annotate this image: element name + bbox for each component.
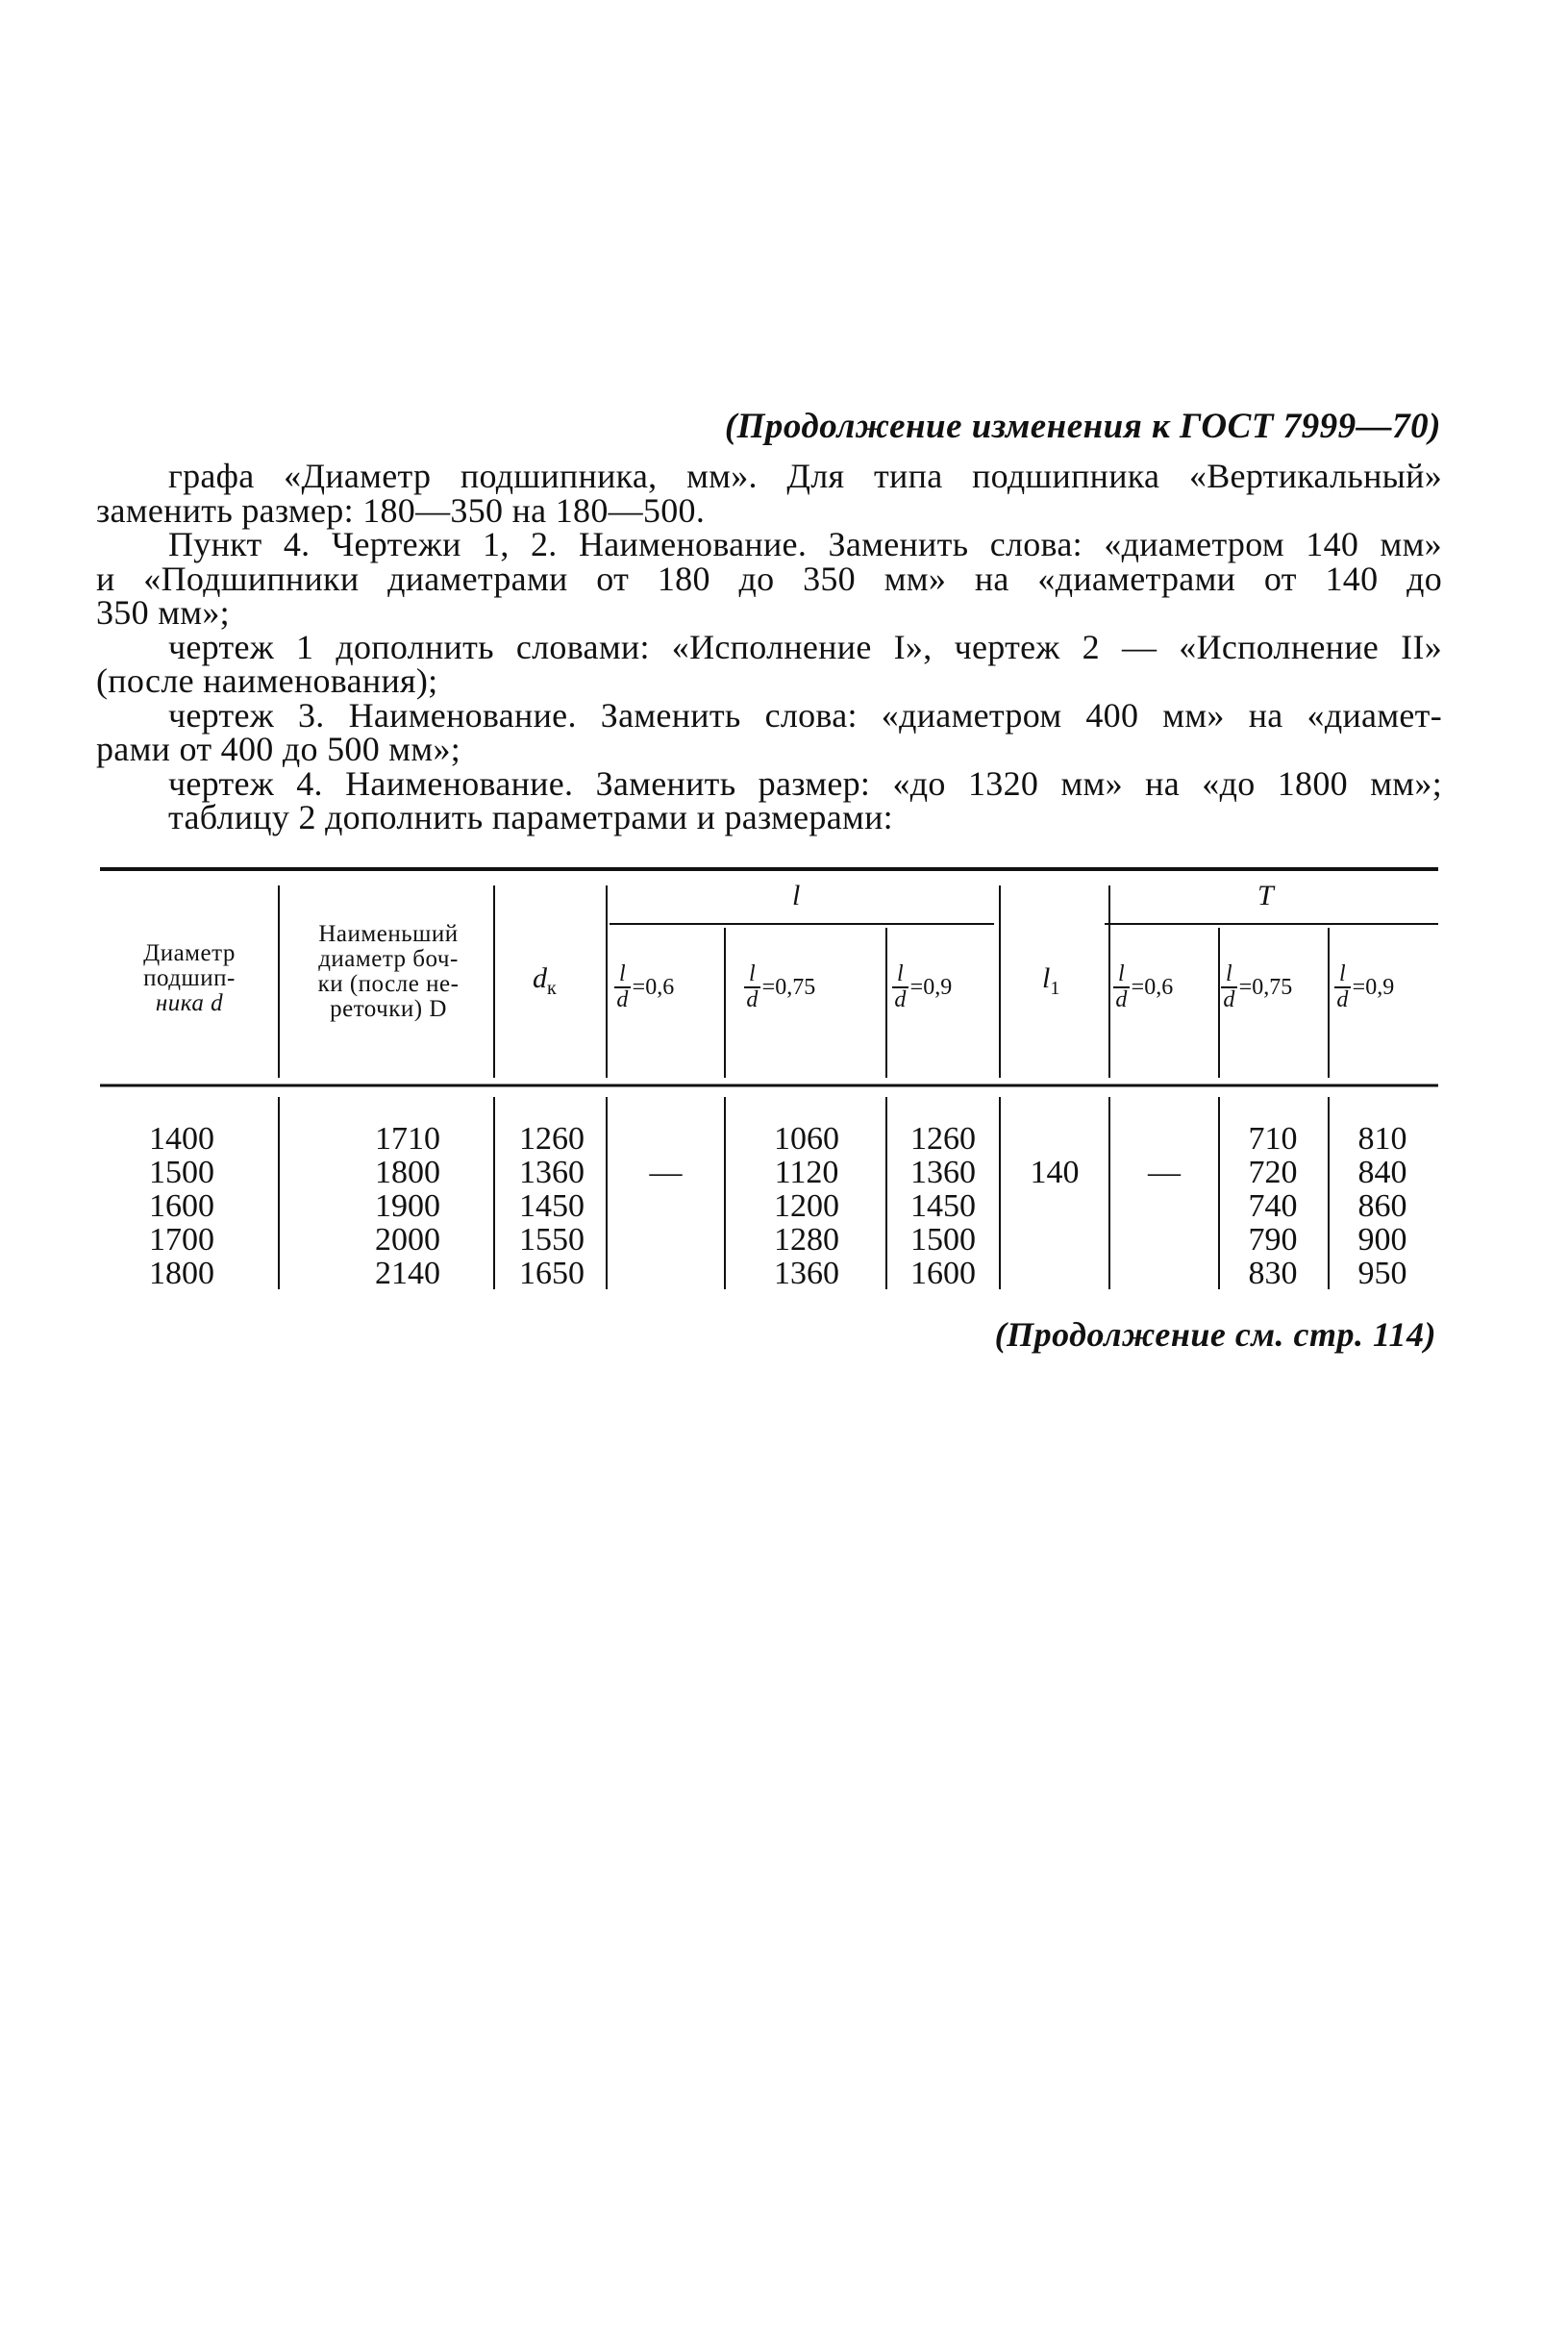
table-cell: 1360 xyxy=(910,1155,976,1190)
table-cell: 740 xyxy=(1248,1188,1298,1224)
column-l-09 xyxy=(890,1122,996,1290)
fraction xyxy=(1334,962,1351,1012)
header-dk-symbol: d xyxy=(533,962,547,994)
ratio-value: =0,6 xyxy=(632,974,675,1000)
fraction xyxy=(744,962,760,1012)
table-cell: 1700 xyxy=(149,1222,214,1258)
table-cell: 860 xyxy=(1357,1188,1407,1224)
text-line: чертеж 1 дополнить словами: «Исполнение I», чертеж 2 — «Исполнение II» xyxy=(168,627,1442,666)
column-l-075 xyxy=(754,1122,859,1290)
header-l-ratio-06 xyxy=(614,962,674,1012)
header-line: подшип- xyxy=(143,965,236,991)
text-line: Пункт 4. Чертежи 1, 2. Наименование. Заменить слова: «диаметром 140 мм» xyxy=(168,525,1442,563)
continuation-footer: (Продолжение см. стр. 114) xyxy=(994,1315,1436,1354)
header-l-ratio-075 xyxy=(744,962,815,1012)
fraction-numerator: l xyxy=(614,962,631,988)
column-dk xyxy=(499,1122,605,1290)
header-l-ratio-09 xyxy=(892,962,952,1012)
table-cell: 1600 xyxy=(149,1188,214,1224)
table-cell: 1200 xyxy=(774,1188,839,1224)
text-line: таблицу 2 дополнить параметрами и размерами: xyxy=(168,798,893,836)
ratio-value: =0,9 xyxy=(1352,974,1395,1000)
header-T-ratio-06 xyxy=(1113,962,1173,1012)
header-bearing-diameter xyxy=(100,941,279,1016)
table-cell: 790 xyxy=(1248,1222,1298,1258)
cell-T-06-dash: — xyxy=(1148,1155,1181,1190)
header-l1-symbol: l xyxy=(1042,962,1051,994)
header-l1 xyxy=(1042,962,1059,1000)
text-line: рами от 400 до 500 мм»; xyxy=(96,730,461,768)
header-line: Диаметр xyxy=(143,940,236,966)
table-cell: 1500 xyxy=(910,1222,976,1258)
table-cell: 830 xyxy=(1248,1256,1298,1291)
table-cell: 950 xyxy=(1357,1256,1407,1291)
fraction-numerator: l xyxy=(744,962,760,988)
fraction-denominator: d xyxy=(746,987,759,1012)
table-cell: 900 xyxy=(1357,1222,1407,1258)
text-line: графа «Диаметр подшипника, мм». Для типа подшипника «Вертикальный» xyxy=(168,457,1442,495)
header-T-ratio-09 xyxy=(1334,962,1394,1012)
table-cell: 2140 xyxy=(375,1256,440,1291)
column-T-09 xyxy=(1334,1122,1431,1290)
fraction-numerator: l xyxy=(1113,962,1130,988)
table-cell: 1120 xyxy=(774,1155,839,1190)
fraction-denominator: d xyxy=(616,987,629,1012)
text-line: и «Подшипники диаметрами от 180 до 350 мм» на «диаметрами от 140 до xyxy=(96,559,1442,598)
header-line: реточки) D xyxy=(330,996,447,1022)
ratio-value: =0,6 xyxy=(1131,974,1174,1000)
column-T-075 xyxy=(1225,1122,1321,1290)
ratio-value: =0,75 xyxy=(761,974,816,1000)
table-cell: 1450 xyxy=(519,1188,585,1224)
table-cell: 1500 xyxy=(149,1155,214,1190)
fraction-numerator: l xyxy=(892,962,908,988)
ratio-value: =0,9 xyxy=(909,974,953,1000)
text-line: (после наименования); xyxy=(96,661,438,700)
text-line: 350 мм»; xyxy=(96,593,230,632)
table-cell: 1600 xyxy=(910,1256,976,1291)
table-cell: 1260 xyxy=(910,1121,976,1157)
table-cell: 1710 xyxy=(375,1121,440,1157)
parameters-table xyxy=(100,866,1438,1289)
table-cell: 1260 xyxy=(519,1121,585,1157)
table-cell: 1550 xyxy=(519,1222,585,1258)
table-cell: 1650 xyxy=(519,1256,585,1291)
fraction xyxy=(892,962,908,1012)
text-line: чертеж 4. Наименование. Заменить размер: «до 1320 мм» на «до 1800 мм»; xyxy=(168,763,1442,803)
header-dk-subscript: к xyxy=(547,978,557,999)
table-cell: 1060 xyxy=(774,1121,839,1157)
header-line: Наименьший xyxy=(318,921,459,947)
table-cell: 1450 xyxy=(910,1188,976,1224)
table-cell: 1800 xyxy=(375,1155,440,1190)
amendment-text xyxy=(96,457,1442,836)
cell-l1: 140 xyxy=(1030,1155,1080,1190)
header-line: диаметр боч- xyxy=(318,946,459,972)
text-line: заменить размер: 180—350 на 180—500. xyxy=(96,490,706,530)
fraction-denominator: d xyxy=(894,987,907,1012)
header-dk xyxy=(533,962,557,1000)
table-cell: 1360 xyxy=(519,1155,585,1190)
cell-l-06-dash: — xyxy=(649,1155,683,1190)
header-line: ки (после не- xyxy=(317,971,460,997)
header-T-group: T xyxy=(1257,880,1274,911)
fraction-numerator: l xyxy=(1221,962,1237,988)
table-cell: 840 xyxy=(1357,1155,1407,1190)
table-cell: 1280 xyxy=(774,1222,839,1258)
continuation-header: (Продолжение изменения к ГОСТ 7999—70) xyxy=(724,407,1441,446)
fraction xyxy=(1221,962,1237,1012)
header-l-group: l xyxy=(792,880,801,911)
fraction-denominator: d xyxy=(1115,987,1128,1012)
header-line: ника d xyxy=(155,990,224,1016)
fraction xyxy=(1113,962,1130,1012)
fraction-denominator: d xyxy=(1223,987,1235,1012)
fraction-denominator: d xyxy=(1336,987,1349,1012)
text-line: чертеж 3. Наименование. Заменить слова: «диаметром 400 мм» на «диамет- xyxy=(168,695,1442,735)
table-cell: 1800 xyxy=(149,1256,214,1291)
header-l1-subscript: 1 xyxy=(1050,978,1060,999)
table-cell: 810 xyxy=(1357,1121,1407,1157)
fraction xyxy=(614,962,631,1012)
table-cell: 2000 xyxy=(375,1222,440,1258)
header-barrel-diameter xyxy=(283,922,494,1022)
table-cell: 1360 xyxy=(774,1256,839,1291)
table-cell: 710 xyxy=(1248,1121,1298,1157)
table-cell: 1900 xyxy=(375,1188,440,1224)
column-barrel-diameter xyxy=(350,1122,465,1290)
column-bearing-diameter xyxy=(110,1122,254,1290)
header-T-ratio-075 xyxy=(1221,962,1292,1012)
ratio-value: =0,75 xyxy=(1238,974,1293,1000)
table-cell: 1400 xyxy=(149,1121,214,1157)
fraction-numerator: l xyxy=(1334,962,1351,988)
table-cell: 720 xyxy=(1248,1155,1298,1190)
